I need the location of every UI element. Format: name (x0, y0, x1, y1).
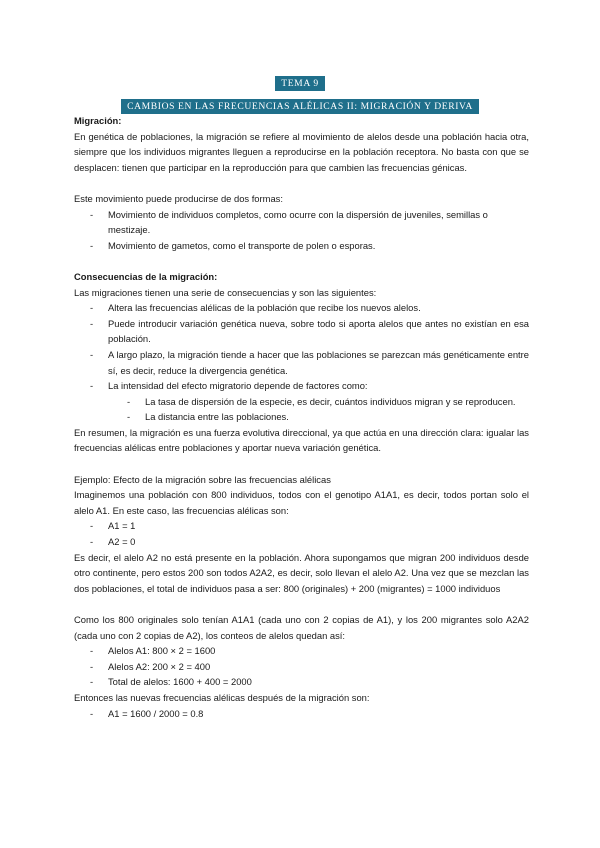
list-item: - A2 = 0 (74, 534, 529, 550)
list-item: - Alelos A1: 800 × 2 = 1600 (74, 643, 529, 659)
spacer (74, 253, 529, 269)
list-item: - A1 = 1 (74, 518, 529, 534)
section-heading-ejemplo: Ejemplo: Efecto de la migración sobre las frecuencias alélicas (74, 473, 331, 485)
paragraph-summary: En resumen, la migración es una fuerza evolutiva direccional, ya que actúa en una dirección clara: igualar las frecuencias alélicas entre poblaciones y aportar nueva variación genética. (74, 426, 529, 454)
spacer (74, 596, 529, 612)
list-item: - A1 = 1600 / 2000 = 0.8 (74, 706, 529, 722)
topic-subtitle-badge: CAMBIOS EN LAS FRECUENCIAS ALÉLICAS II: MIGRACIÓN Y DERIVA (121, 99, 479, 114)
list-item: - La tasa de dispersión de la especie, es decir, cuántos individuos migran y se reproducen. (74, 394, 529, 410)
list-factors (74, 394, 529, 425)
topic-title-row (0, 73, 600, 91)
paragraph-consecuencias-intro: Las migraciones tienen una serie de consecuencias y son las siguientes: (74, 286, 377, 298)
spacer (74, 175, 529, 191)
section-heading-consecuencias: Consecuencias de la migración: (74, 270, 218, 282)
paragraph-ejemplo-counts-intro: Como los 800 originales solo tenían A1A1 (cada uno con 2 copias de A1), y los 200 migrantes solo A2A2 (cada uno con 2 copias de A2), los conteos de alelos quedan así: (74, 614, 529, 641)
list-item: - Puede introducir variación genética nueva, sobre todo si aporta alelos que antes no existían en esa población. (74, 316, 529, 347)
paragraph-ejemplo-final-intro: Entonces las nuevas frecuencias alélicas después de la migración son: (74, 691, 370, 703)
paragraph-migracion-intro: En genética de poblaciones, la migración se refiere al movimiento de alelos desde una población hacia otra, siempre que los individuos migrantes lleguen a reproducirse en la población receptora. No basta con que se desplacen: tienen que participar en la reproducción para que cambien las frecuencias génicas. (74, 130, 529, 173)
paragraph-ejemplo-migration: Es decir, el alelo A2 no está presente en la población. Ahora supongamos que migran 200 individuos desde otro continente, pero estos 200 son todos A2A2, es decir, solo llevan el alelo A2. Una vez que se mezclan las dos poblaciones, el total de individuos pasa a ser: 800 (originales) + 200 (migrantes) = 1000 individuos (74, 551, 529, 594)
list-item: - Movimiento de gametos, como el transporte de polen o esporas. (74, 238, 529, 254)
document-body (74, 113, 529, 721)
paragraph-ejemplo-intro: Imaginemos una población con 800 individuos, todos con el genotipo A1A1, es decir, todos portan solo el alelo A1. En este caso, las frecuencias alélicas son: (74, 489, 529, 516)
section-heading-migracion: Migración: (74, 115, 122, 126)
topic-subtitle-row (0, 96, 600, 114)
list-allele-counts (74, 643, 529, 690)
list-item: - Movimiento de individuos completos, como ocurre con la dispersión de juveniles, semillas o mestizaje. (74, 207, 529, 238)
list-item: - Alelos A2: 200 × 2 = 400 (74, 659, 529, 675)
paragraph-forms-intro: Este movimiento puede producirse de dos formas: (74, 192, 283, 204)
list-item: - A largo plazo, la migración tiende a hacer que las poblaciones se parezcan más genéticamente entre sí, es decir, reduce la divergencia genética. (74, 347, 529, 378)
list-item: - La intensidad del efecto migratorio depende de factores como: (74, 378, 529, 394)
list-item: - Total de alelos: 1600 + 400 = 2000 (74, 674, 529, 690)
list-item: - La distancia entre las poblaciones. (74, 409, 529, 425)
topic-number-badge: TEMA 9 (275, 76, 324, 91)
spacer (74, 456, 529, 472)
list-initial-frequencies (74, 518, 529, 549)
list-consecuencias (74, 300, 529, 394)
list-final-frequencies (74, 706, 529, 722)
list-item: - Altera las frecuencias alélicas de la población que recibe los nuevos alelos. (74, 300, 529, 316)
list-forms (74, 207, 529, 254)
